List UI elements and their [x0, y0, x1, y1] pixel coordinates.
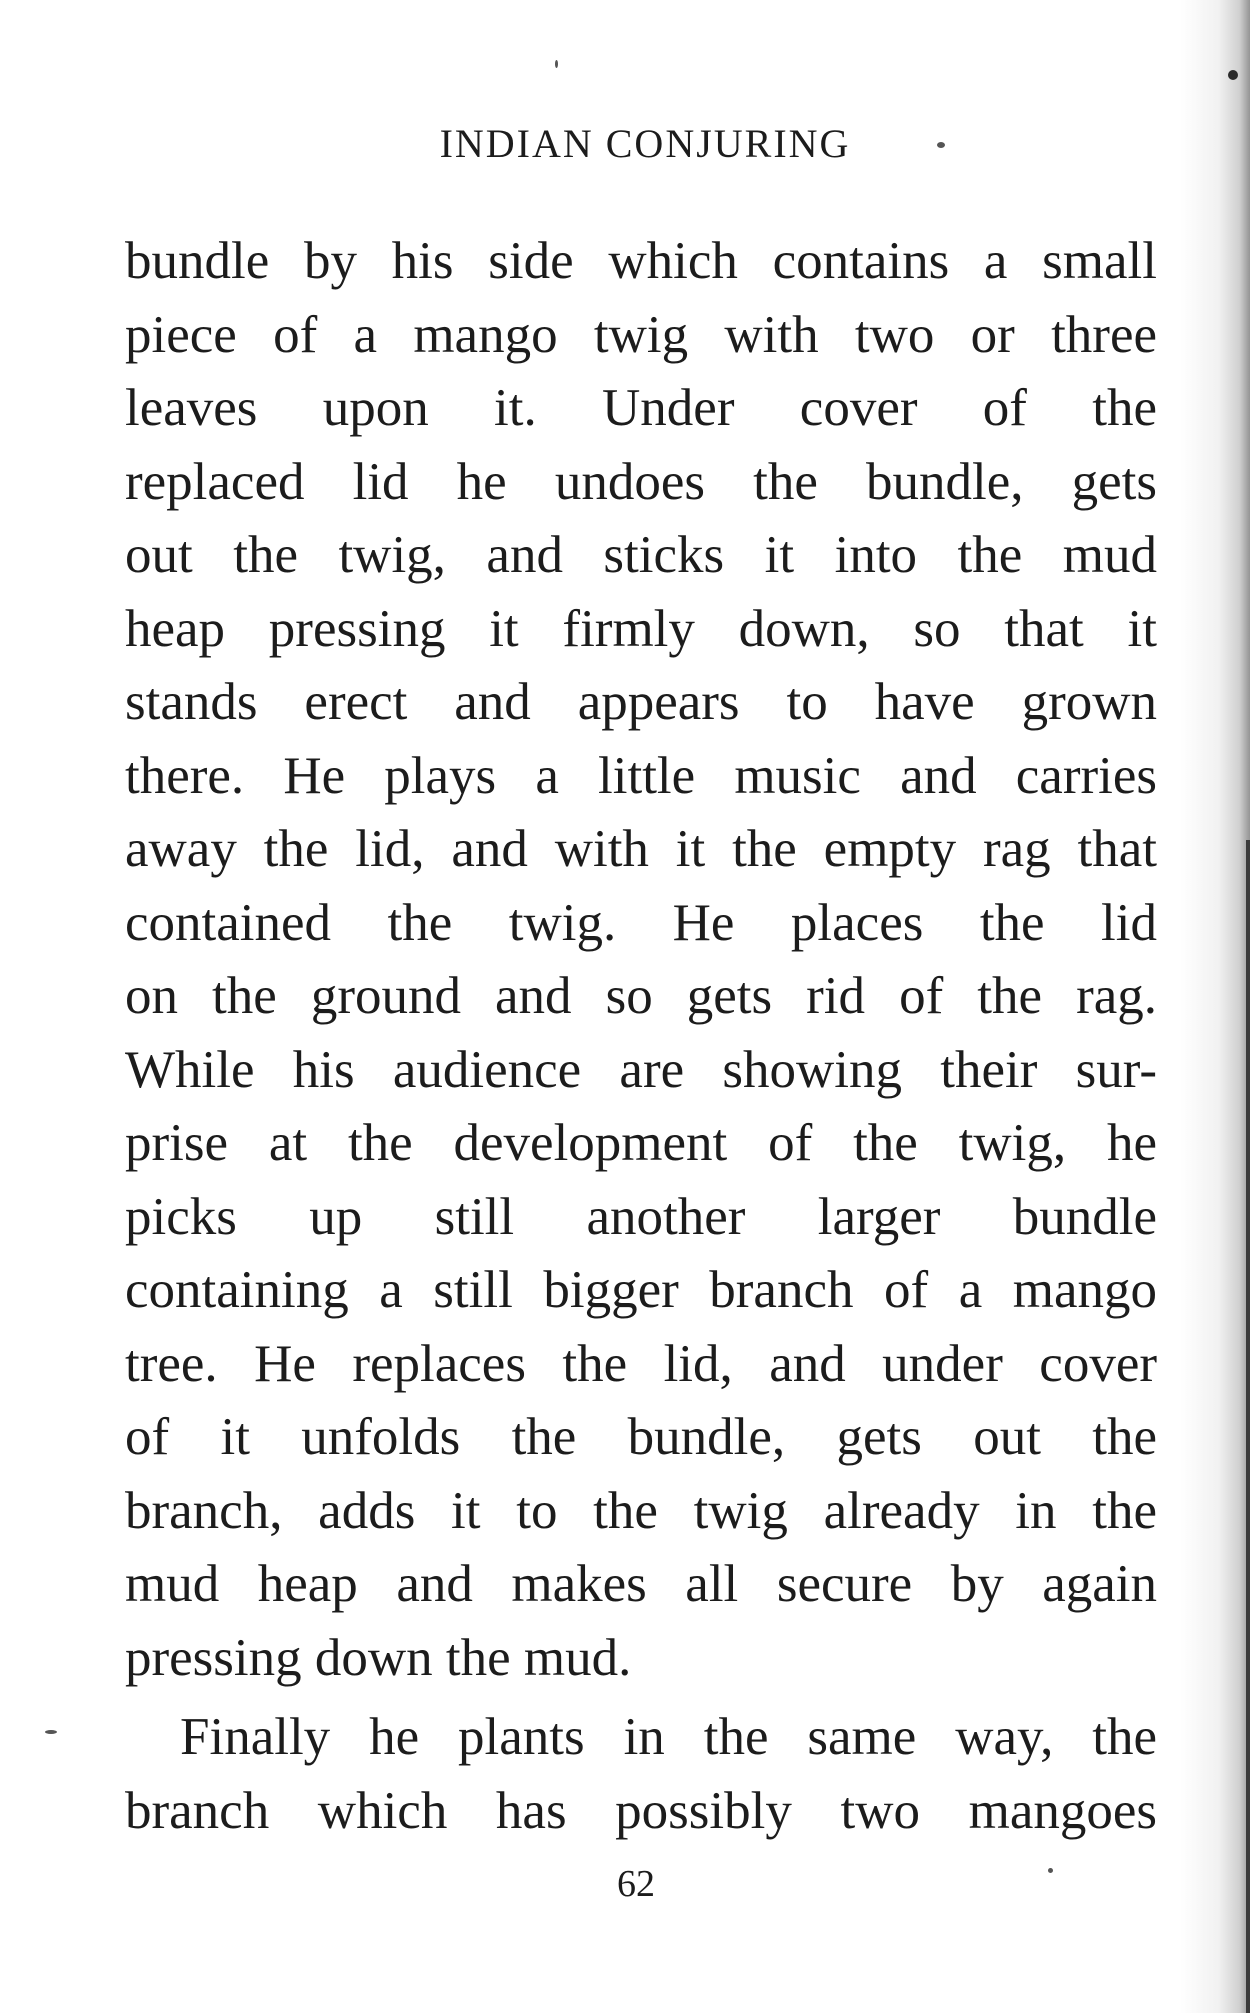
- text-line: picks up still another larger bundle: [125, 1187, 1157, 1246]
- text-line: of it unfolds the bundle, gets out the: [125, 1408, 1157, 1466]
- text-line: contained the twig. He places the lid: [125, 893, 1157, 952]
- scan-edge-shadow: [1180, 0, 1250, 2013]
- scan-speck: [1228, 70, 1238, 80]
- text-line: containing a still bigger branch of a mango: [125, 1261, 1157, 1319]
- text-line: While his audience are showing their sur-: [125, 1040, 1157, 1099]
- text-line: prise at the development of the twig, he: [125, 1114, 1157, 1172]
- text-line-last: pressing down the mud.: [125, 1628, 632, 1687]
- scan-edge-line: [1246, 840, 1250, 2013]
- text-line: replaced lid he undoes the bundle, gets: [125, 452, 1157, 511]
- text-line: leaves upon it. Under cover of the: [125, 379, 1157, 437]
- body-text: [125, 225, 1157, 1848]
- text-line: out the twig, and sticks it into the mud: [125, 526, 1157, 584]
- text-line: mud heap and makes all secure by again: [125, 1555, 1157, 1613]
- text-line: on the ground and so gets rid of the rag.: [125, 967, 1157, 1025]
- page-number-text: 62: [617, 1863, 655, 1905]
- scan-speck: [45, 1730, 57, 1734]
- scan-speck: [937, 142, 945, 148]
- text-line: there. He plays a little music and carries: [125, 746, 1157, 805]
- scan-speck: [1048, 1868, 1053, 1873]
- text-line: stands erect and appears to have grown: [125, 673, 1157, 731]
- text-line: tree. He replaces the lid, and under cover: [125, 1334, 1157, 1393]
- text-line: heap pressing it firmly down, so that it: [125, 599, 1157, 658]
- running-head: [0, 121, 1250, 166]
- text-line: bundle by his side which contains a small: [125, 232, 1157, 290]
- running-head-title: INDIAN CONJURING: [439, 121, 851, 166]
- text-line: branch, adds it to the twig already in the: [125, 1481, 1157, 1540]
- text-line: piece of a mango twig with two or three: [125, 305, 1157, 364]
- text-line: away the lid, and with it the empty rag that: [125, 820, 1157, 878]
- text-line-indented: Finally he plants in the same way, the: [180, 1708, 1157, 1766]
- page-number: [0, 1865, 1250, 1903]
- text-line: branch which has possibly two mangoes: [125, 1781, 1157, 1840]
- scan-speck: [555, 60, 558, 68]
